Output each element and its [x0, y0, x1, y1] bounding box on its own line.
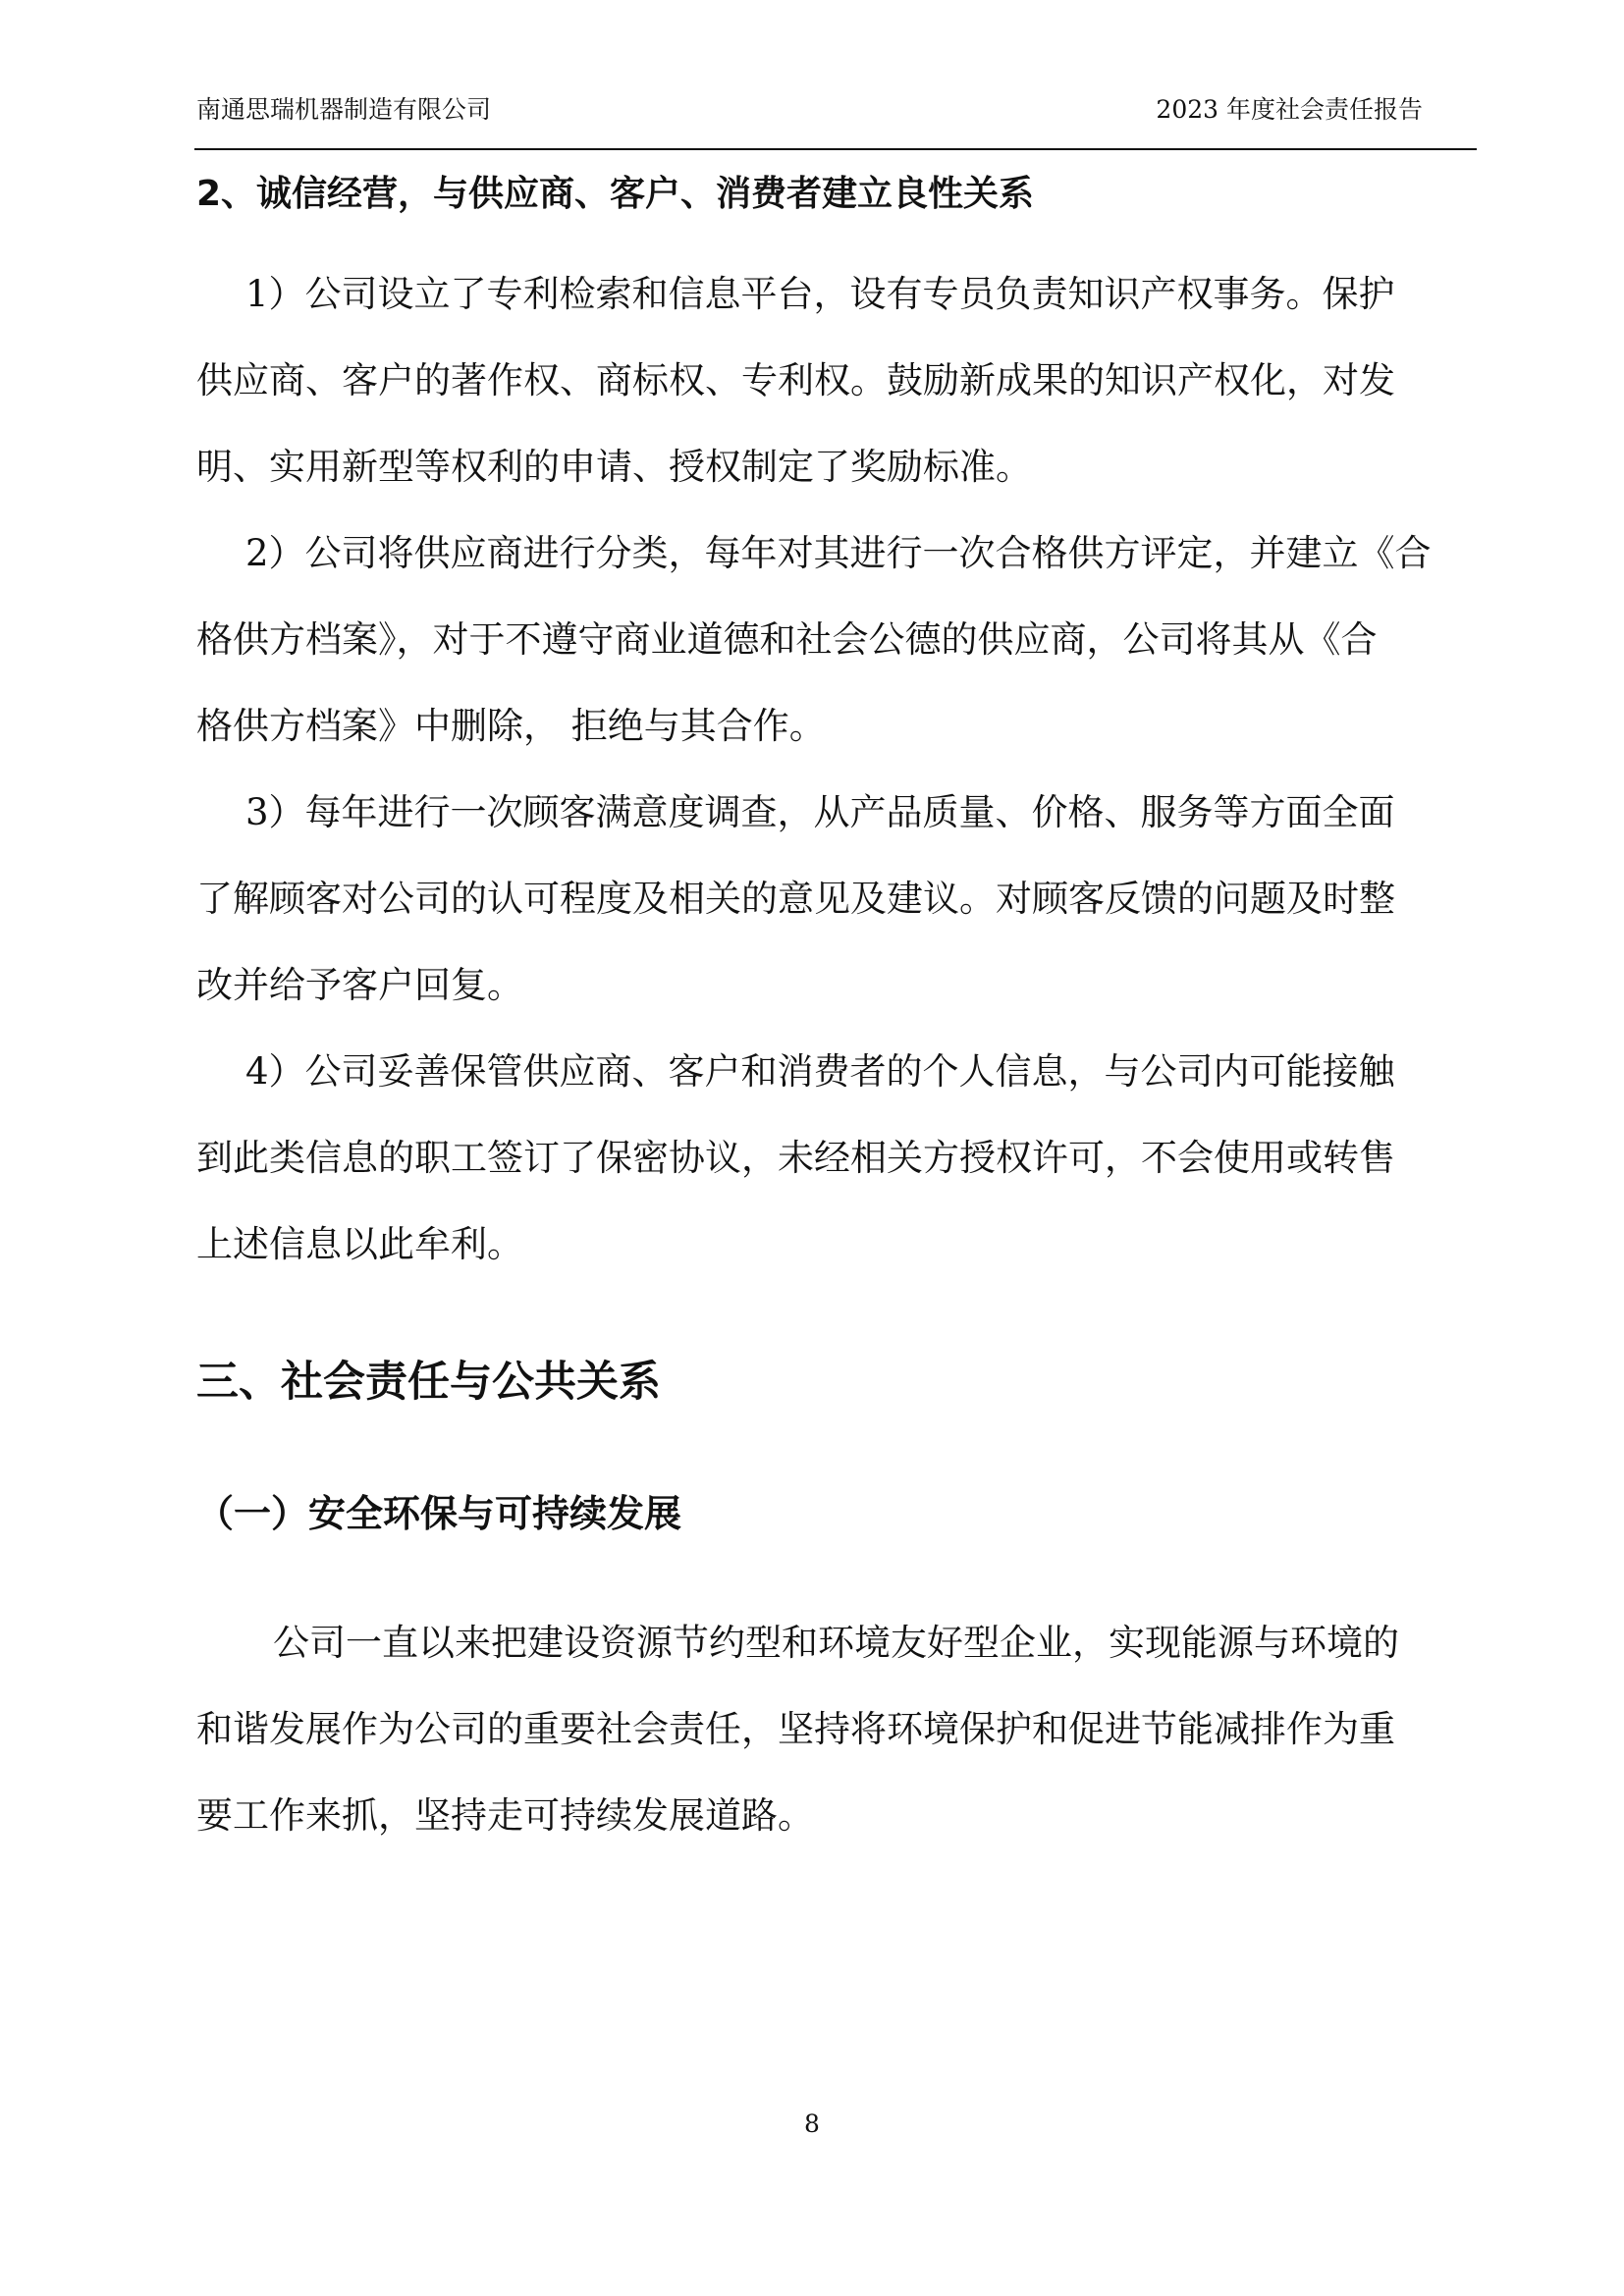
- section-heading: 2、诚信经营，与供应商、客户、消费者建立良性关系: [196, 174, 1035, 214]
- header-report-title: 2023 年度社会责任报告: [1156, 95, 1423, 124]
- paragraph-line: 和谐发展作为公司的重要社会责任，坚持将环境保护和促进节能减排作为重: [196, 1708, 1395, 1750]
- paragraph-line: 要工作来抓，坚持走可持续发展道路。: [196, 1794, 814, 1837]
- header-company-name: 南通思瑞机器制造有限公司: [196, 95, 492, 124]
- paragraph-line: 到此类信息的职工签订了保密协议，未经相关方授权许可，不会使用或转售: [196, 1137, 1395, 1179]
- paragraph-line: 2）公司将供应商进行分类，每年对其进行一次合格供方评定，并建立《合: [245, 532, 1432, 574]
- header-divider: [194, 148, 1477, 150]
- paragraph-line: 上述信息以此牟利。: [196, 1223, 523, 1265]
- paragraph-line: 4）公司妥善保管供应商、客户和消费者的个人信息，与公司内可能接触: [245, 1050, 1395, 1093]
- paragraph-line: 改并给予客户回复。: [196, 964, 523, 1006]
- paragraph-line: 格供方档案》，对于不遵守商业道德和社会公德的供应商，公司将其从《合: [196, 618, 1378, 661]
- paragraph-line: 供应商、客户的著作权、商标权、专利权。鼓励新成果的知识产权化，对发: [196, 359, 1395, 401]
- page-number: 8: [804, 2109, 820, 2138]
- paragraph-line: 1）公司设立了专利检索和信息平台，设有专员负责知识产权事务。保护: [245, 273, 1395, 315]
- subsection-heading: （一）安全环保与可持续发展: [196, 1492, 682, 1535]
- paragraph-line: 明、实用新型等权利的申请、授权制定了奖励标准。: [196, 446, 1032, 488]
- paragraph-line: 格供方档案》中删除， 拒绝与其合作。: [196, 705, 826, 747]
- paragraph-line: 公司一直以来把建设资源节约型和环境友好型企业，实现能源与环境的: [273, 1622, 1399, 1664]
- paragraph-line: 3）每年进行一次顾客满意度调查，从产品质量、价格、服务等方面全面: [245, 791, 1395, 833]
- chapter-heading: 三、社会责任与公共关系: [196, 1358, 661, 1407]
- paragraph-line: 了解顾客对公司的认可程度及相关的意见及建议。对顾客反馈的问题及时整: [196, 878, 1395, 920]
